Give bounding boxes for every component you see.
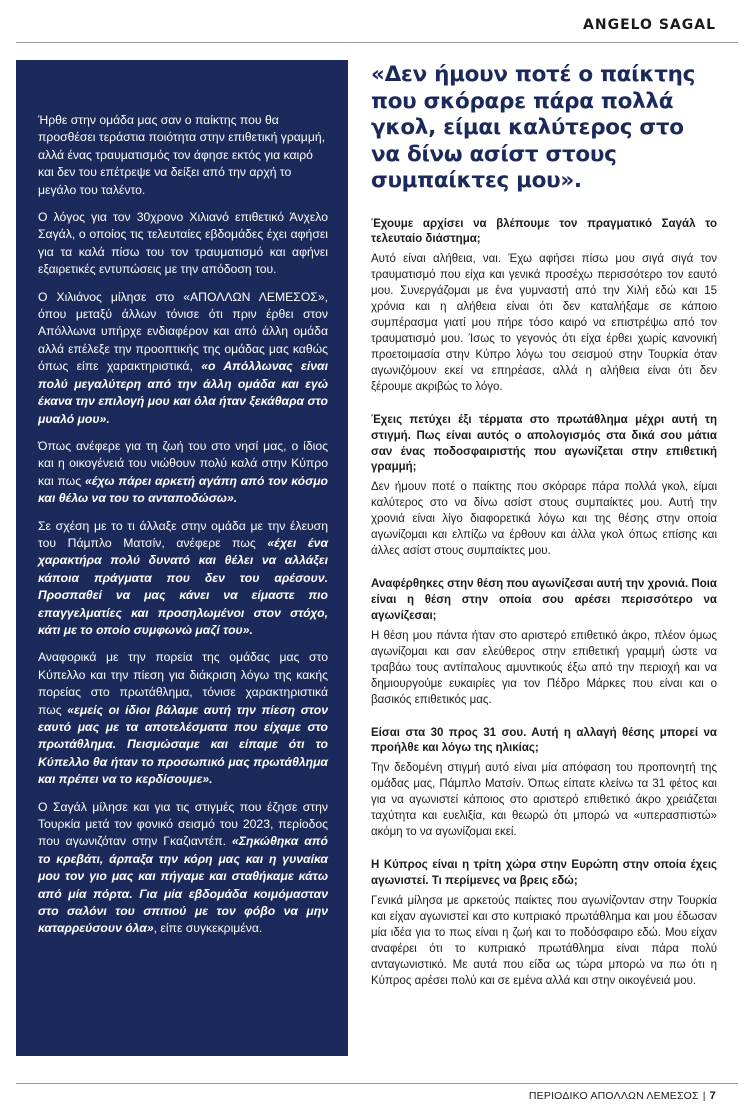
intro-paragraph [38, 649, 328, 788]
intro-text: Ήρθε στην ομάδα μας σαν ο παίκτης που θα προσθέσει τεράστια ποιότητα στην επιθετική γραμμή, αλλά ένας τραυματισμός τον άφησε εκτός για καιρό και δεν του επέτρεψε να δείξει από την αρχή το μεγάλο του ταλέντο. [38, 113, 326, 197]
quote-highlight: «έχει ένα χαρακτήρα πολύ δυνατό και θέλει να αλλάξει κάποια πράγματα που δεν του αρέσουν. Προσπαθεί να μας κάνει να είμαστε πιο επαγγελματίες και προσηλωμένοι στον στόχο, κάτι με το οποίο συμφωνώ μαζί του». [38, 535, 329, 637]
intro-paragraph [38, 799, 328, 938]
qa-block [371, 217, 717, 396]
intro-paragraph [38, 289, 328, 428]
footer [529, 1090, 716, 1102]
qa-block [371, 858, 717, 989]
interview-question: Είσαι στα 30 προς 31 σου. Αυτή η αλλαγή θέσης μπορεί να προήλθε και λόγω της ηλικίας; [371, 726, 717, 755]
interview-question: Αναφέρθηκες στην θέση που αγωνίζεσαι αυτή την χρονιά. Ποια είναι η θέση στην οποία σου αρέσει περισσότερο να αγωνίζεσαι; [371, 578, 717, 622]
header-rule [16, 42, 738, 43]
interview-answer: Γενικά μίλησα με αρκετούς παίκτες που αγωνίζονταν στην Τουρκία και είχαν αγωνιστεί και στο κυπριακό πρωτάθλημα και μου έδωσαν μία ιδέα για το πως είναι η ζωή και το ποδόσφαιρο εδώ. Μου είχαν αναφέρει ότι το κυπριακό πρωτάθλημα είναι πάρα πολύ ανταγωνιστικό. Με αυτά που είδα ως τώρα μπορώ να πω ότι η Κύπρος αρέσει πολύ και σε εμένα αλλά και στην οικογένειά μου. [371, 894, 717, 987]
intro-text: Όπως ανέφερε για τη ζωή του στο νησί μας, ο ίδιος και η οικογένειά του νιώθουν πολύ καλά στην Κύπρο και πως [38, 438, 328, 488]
intro-text: Αναφορικά με την πορεία της ομάδας μας στο Κύπελλο και την πίεση για διάκριση λόγω της κακής πορείας στο πρωτάθλημα, τόνισε χαρακτηριστικά πως [38, 650, 328, 717]
intro-paragraph [38, 112, 328, 199]
intro-text-tail: , είπε συγκεκριμένα. [153, 921, 263, 936]
intro-text: Ο Σαγάλ μίλησε και για τις στιγμές που έζησε στην Τουρκία μετά τον φονικό σεισμό του 2023, περίοδος που αγωνιζόταν στην Γκαζιαντέπ. [38, 799, 328, 849]
footer-separator: | [702, 1090, 706, 1102]
interview-column [371, 62, 717, 1007]
intro-paragraph [38, 209, 328, 279]
header-name: ANGELO SAGAL [583, 17, 716, 33]
footer-rule [16, 1083, 738, 1084]
interview-question: Η Κύπρος είναι η τρίτη χώρα στην Ευρώπη στην οποία έχεις αγωνιστεί. Τι περίμενες να βρεις εδώ; [371, 859, 717, 888]
intro-text: Ο Χιλιάνος μίλησε στο «ΑΠΟΛΛΩΝ ΛΕΜΕΣΟΣ», όπου μεταξύ άλλων τόνισε ότι πριν έρθει στον Απόλλωνα υπήρχε ενδιαφέρον και από άλλη ομάδα αλλά επέλεξε την προοπτικής της ομάδας μας καθώς όπως είπε χαρακτηριστικά, [38, 289, 328, 374]
qa-block [371, 577, 717, 707]
quote-highlight: «έχω πάρει αρκετή αγάπη από τον κόσμο και θέλω να του το ανταποδώσω». [38, 473, 328, 506]
qa-block [371, 413, 717, 559]
interview-answer: Την δεδομένη στιγμή αυτό είναι μία απόφαση του προπονητή της ομάδας μας, Πάμπλο Ματσίν. Όπως είπατε κλείνω τα 31 φέτος και για να αγωνιστεί κάποιος στο αριστερό επιθετικό άκρο χρειάζεται ταχύτητα και ευελιξία, και θεωρώ ότι μπορώ να «υπερασπιστώ» ακόμη το να αγωνίζομαι εκεί. [371, 762, 717, 839]
intro-paragraph [38, 518, 328, 640]
qa-block [371, 726, 717, 841]
interview-question: Έχεις πετύχει έξι τέρματα στο πρωτάθλημα μέχρι αυτή τη στιγμή. Πως είναι αυτός ο απολογισμός στα δικά σου μάτια σαν ένας ποδοσφαιριστής που αγωνίζεται στην επιθετική γραμμή; [371, 414, 717, 474]
pull-quote: «Δεν ήμουν ποτέ ο παίκτης που σκόραρε πάρα πολλά γκολ, είμαι καλύτερος στο να δίνω ασίστ στους συμπαίκτες μου». [371, 62, 696, 193]
intro-paragraph [38, 438, 328, 508]
publication-name: ΠΕΡΙΟΔΙΚΟ ΑΠΟΛΛΩΝ ΛΕΜΕΣΟΣ [528, 1090, 699, 1102]
intro-text: Σε σχέση με το τι άλλαξε στην ομάδα με την έλευση του Πάμπλο Ματσίν, ανέφερε πως [38, 518, 328, 550]
interview-answer: Η θέση μου πάντα ήταν στο αριστερό επιθετικό άκρο, πλέον όμως αγωνίζομαι και σαν ελεύθερος στην επιθετική γραμμή ώστε να τραβάω τους αντίπαλους αμυντικούς έξω από την περιοχή και να δημιουργούμε ευκαιρίες για τον Πέδρο Μάρκες που είναι και ο βασικός επιθετικός μας. [371, 629, 717, 706]
quote-highlight: «ο Απόλλωνας είναι πολύ μεγαλύτερη από την άλλη ομάδα και εγώ έκανα την επιλογή μου και όλα ήταν ξεκάθαρα στο μυαλό μου». [38, 359, 328, 426]
quote-highlight: «Σηκώθηκα από το κρεβάτι, άρπαξα την κόρη μας και η γυναίκα μου τον γιο μας και πήγαμε και σταθήκαμε κάτω από μία πόρτα. Για μία εβδομάδα κοιμόμασταν στο σαλόνι του σπιτιού με τον φόβο να μην καταρρεύσουν όλα» [38, 834, 328, 936]
page-number: 7 [709, 1090, 716, 1102]
interview-question: Έχουμε αρχίσει να βλέπουμε τον πραγματικό Σαγάλ το τελευταίο διάστημα; [371, 217, 717, 246]
intro-panel [16, 60, 348, 1056]
intro-text: Ο λόγος για τον 30χρονο Χιλιανό επιθετικό Άνχελο Σαγάλ, ο οποίος τις τελευταίες εβδομάδες έχει αφήσει για τα καλά πίσω του τον τραυματισμό και αφήνει εξαιρετικές εντυπώσεις με την απόδοση του. [38, 210, 328, 277]
interview-answer: Δεν ήμουν ποτέ ο παίκτης που σκόραρε πάρα πολλά γκολ, είμαι καλύτερος στο να δίνω ασίστ στους συμπαίκτες μου. Αυτή την χρονιά είναι λίγο διαφορετικά λόγω και της θέσης στην οποία αγωνίζομαι και ελπίζω να έρθουν και άλλα γκολ όπως επίσης και άλλες ασίστ στους συμπαίκτες μου. [371, 481, 717, 558]
interview-answer: Αυτό είναι αλήθεια, ναι. Έχω αφήσει πίσω μου σιγά σιγά τον τραυματισμό που είχα και γενικά προσέχω περισσότερο τον εαυτό μου. Συνεργάζομαι με ένα γυμναστή από την Χιλή εδώ και 15 χρόνια και η αλήθεια είναι ότι δεν καταλήξαμε σε κάποιο συμπέρασμα γιατί μου πήρε τόσο καιρό να επιστρέψω από τον τραυματισμό μου. Ίσως το γεγονός ότι είχα έρθει χωρίς κανονική προετοιμασία στην Κύπρο λόγω του σεισμού στην Τουρκία όταν αγωνιζόμουν εκεί να επηρέασε, αλλά η αλήθεια είναι ότι δεν ξέρουμε ακριβώς το λόγο. [371, 253, 717, 394]
quote-highlight: «εμείς οι ίδιοι βάλαμε αυτή την πίεση στον εαυτό μας με τα αποτελέσματα που είχαμε στο πρωτάθλημα. Πεισμώσαμε και είπαμε ότι το Κύπελλο θα ήταν το προσωπικό μας πρωτάθλημα και πρέπει να το κερδίσουμε». [38, 702, 328, 787]
